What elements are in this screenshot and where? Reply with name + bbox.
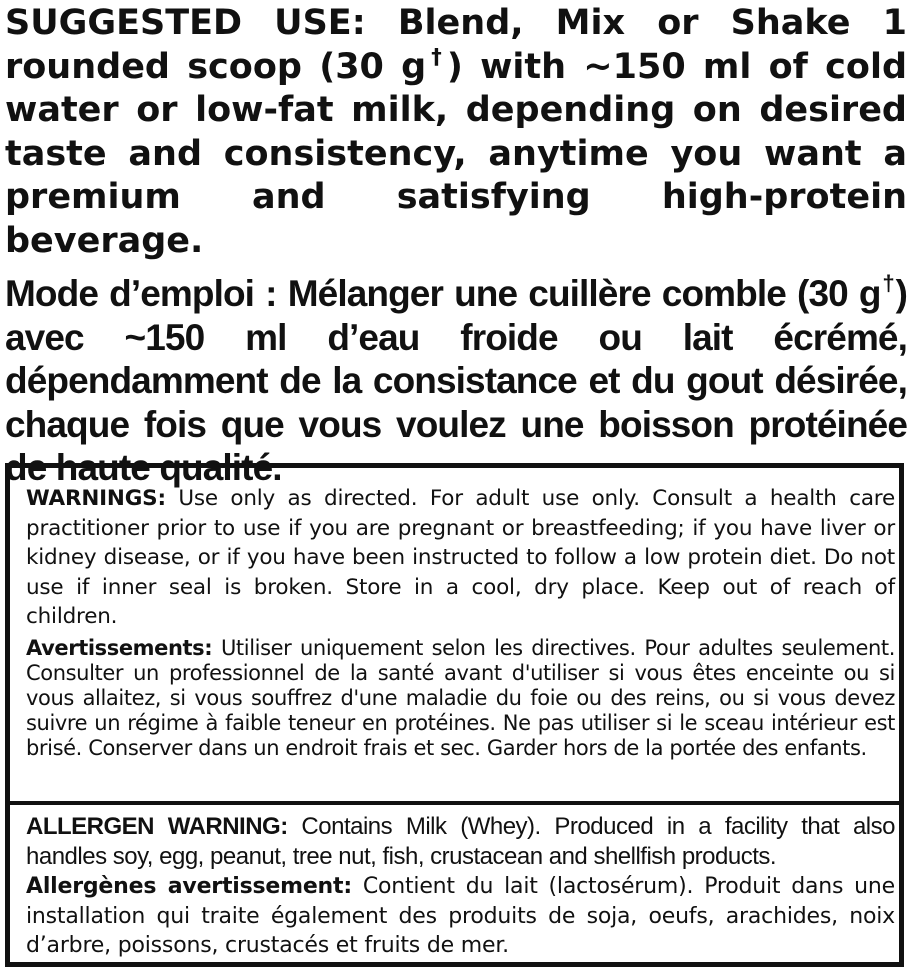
warnings-fr [26, 636, 895, 762]
suggested-use-en [5, 2, 907, 263]
suggested-use-fr [5, 272, 907, 490]
allergen-fr-label: Allergènes avertissement: [26, 874, 352, 899]
suggested-use-section [5, 2, 907, 490]
warnings-fr-label: Avertissements: [26, 635, 213, 660]
warnings-en [26, 484, 895, 632]
allergen-fr [26, 872, 895, 961]
dagger-mark-fr: † [880, 270, 896, 296]
suggested-use-en-label: SUGGESTED USE: [5, 3, 366, 43]
allergen-en-label: ALLERGEN WARNING: [26, 813, 288, 840]
warnings-en-label: WARNINGS: [26, 486, 166, 511]
warnings-box [5, 463, 904, 967]
warnings-fr-text: Utiliser uniquement selon les directives. Pour adultes seulement. Consulter un professionnel de la santé avant d'utiliser si vous êtes enceinte ou si vous allaitez, si vous souffrez d'une maladie du foie ou des reins, ou si vous devez suivre un régime à faible teneur en protéines. Ne pas utiliser si le sceau intérieur est brisé. Conserver dans un endroit frais et sec. Garder hors de la portée des enfants. [26, 635, 895, 761]
allergen-fr-text: Contient du lait (lactosérum). Produit dans une installation qui traite également des produits de soja, oeufs, arachides, noix d’arbre, poissons, crustacés et fruits de mer. [26, 874, 895, 958]
allergen-en-text: Contains Milk (Whey). Produced in a facility that also handles soy, egg, peanut, tree nut, fish, crustacean and shellfish products. [26, 813, 895, 870]
dagger-mark-en: † [426, 43, 447, 68]
suggested-use-en-text-after: ) with ~150 ml of cold water or low-fat milk, depending on desired taste and consistency, anytime you want a premium and satisfying high-protein beverage. [5, 46, 907, 261]
allergen-en [26, 812, 895, 871]
allergen-section [26, 812, 895, 961]
suggested-use-en-text: Blend, Mix or Shake 1 rounded scoop (30 g [5, 3, 907, 87]
section-divider [10, 801, 899, 805]
warnings-section [26, 484, 895, 762]
suggested-use-fr-text: Mélanger une cuillère comble (30 g [276, 273, 881, 314]
suggested-use-fr-text-after: ) avec ~150 ml d’eau froide ou lait écrémé, dépendamment de la consistance et du gout désirée, chaque fois que vous voulez une boisson protéinée de haute qualité. [5, 273, 907, 488]
suggested-use-fr-label: Mode d’emploi : [5, 273, 277, 314]
warnings-en-text: Use only as directed. For adult use only. Consult a health care practitioner prior to use if you are pregnant or breastfeeding; if you have liver or kidney disease, or if you have been instructed to follow a low protein diet. Do not use if inner seal is broken. Store in a cool, dry place. Keep out of reach of children. [26, 486, 895, 629]
